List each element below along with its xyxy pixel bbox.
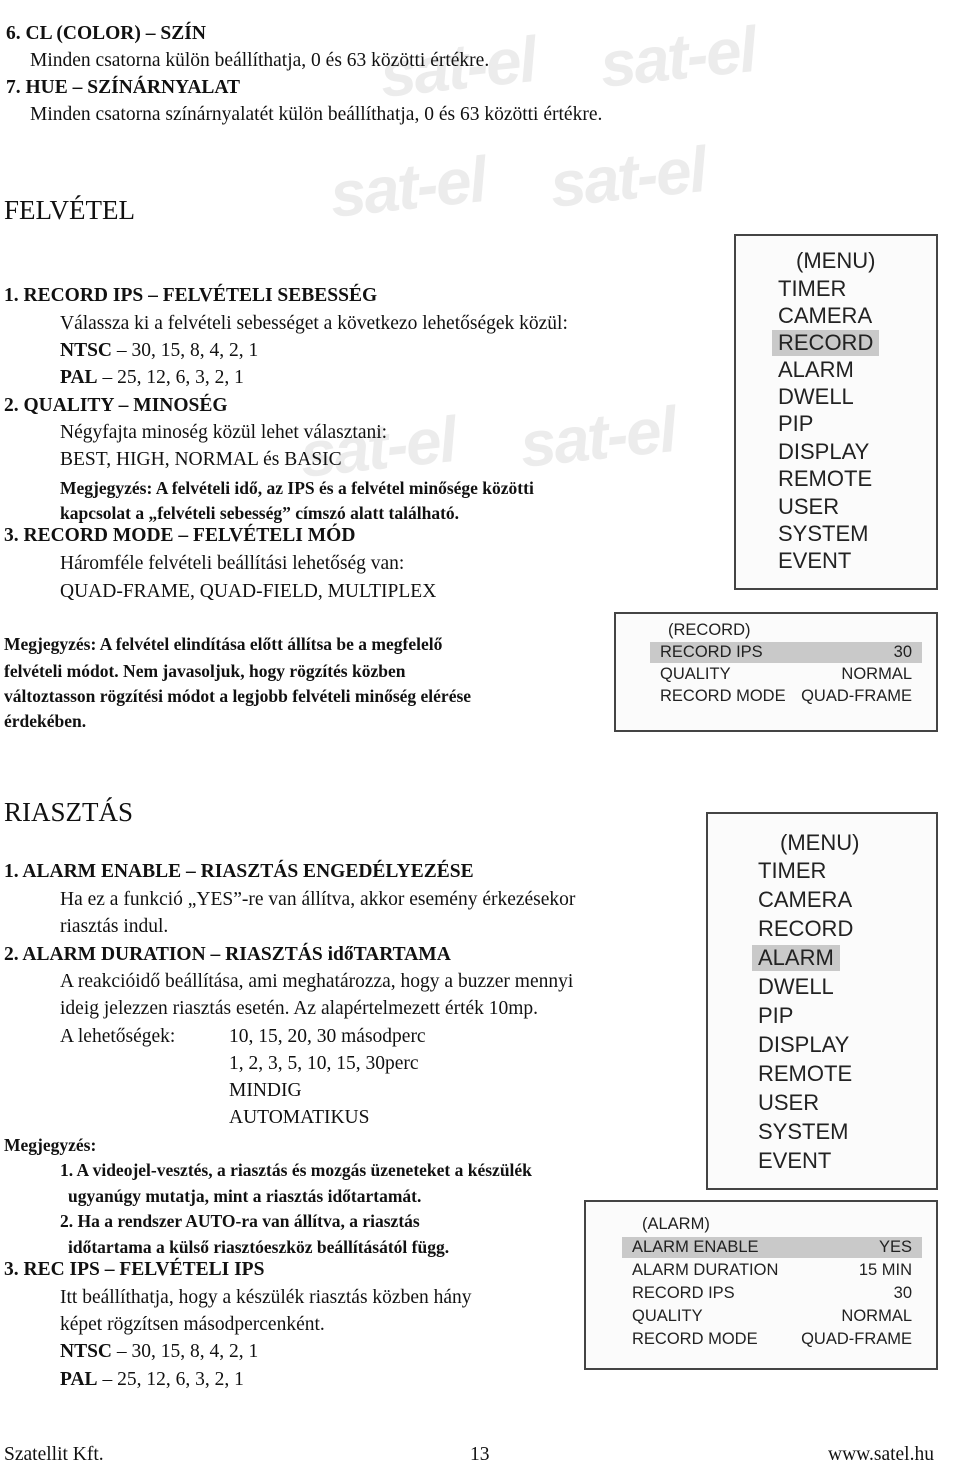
- alarm-item1-text2: riasztás indul.: [60, 916, 169, 937]
- alarm-row-label: RECORD IPS: [632, 1284, 735, 1302]
- watermark-6: sat-el: [516, 393, 679, 481]
- footer-website[interactable]: www.satel.hu: [828, 1444, 934, 1465]
- alarm-item3-pal: [60, 1368, 244, 1392]
- felvetel-heading: FELVÉTEL: [4, 195, 135, 225]
- rec-note2: felvételi módot. Nem javasoljuk, hogy rögzítés közben: [4, 661, 406, 681]
- alarm-row-duration[interactable]: [622, 1260, 922, 1281]
- menu-item-display[interactable]: DISPLAY: [778, 439, 870, 464]
- alarm-item1-title: 1. ALARM ENABLE – RIASZTÁS ENGEDÉLYEZÉSE: [4, 861, 474, 882]
- item6-text: Minden csatorna külön beállíthatja, 0 és 63 közötti értékre.: [30, 50, 490, 71]
- item6-title: 6. CL (COLOR) – SZÍN: [6, 23, 206, 44]
- alarm-row-value: 15 MIN: [858, 1261, 912, 1279]
- rec-item1-ntsc: [60, 339, 258, 363]
- alarm-item2-title: 2. ALARM DURATION – RIASZTÁS időTARTAMA: [4, 944, 451, 965]
- menu-item-dwell[interactable]: DWELL: [758, 974, 834, 999]
- item7-text: Minden csatorna színárnyalatét külön beállíthatja, 0 és 63 közötti értékre.: [30, 104, 603, 125]
- record-row-value: NORMAL: [841, 665, 912, 683]
- main-menu-alarm: [706, 812, 938, 1190]
- rec-item2-title: 2. QUALITY – MINOSÉG: [4, 395, 228, 416]
- watermark-4: sat-el: [546, 133, 709, 221]
- record-row-label: RECORD MODE: [660, 687, 786, 705]
- alarm-row-enable[interactable]: [622, 1237, 922, 1258]
- rec-item2-note2: kapcsolat a „felvételi sebesség” címszó alatt található.: [60, 503, 460, 523]
- alarm-row-value: YES: [878, 1238, 912, 1256]
- alarm-item2-text1: A reakcióidő beállítása, ami meghatározza, hogy a buzzer mennyi: [60, 971, 574, 992]
- alarm-item3-title: 3. REC IPS – FELVÉTELI IPS: [4, 1259, 265, 1280]
- menu-item-display[interactable]: DISPLAY: [758, 1032, 850, 1057]
- watermark-3: sat-el: [326, 143, 489, 231]
- ntsc-values: – 30, 15, 8, 4, 2, 1: [112, 1341, 259, 1362]
- alarm-item1-text1: Ha ez a funkció „YES”-re van állítva, akkor esemény érkezésekor: [60, 889, 576, 910]
- record-row-value: 30: [893, 643, 912, 661]
- footer-page-number: 13: [470, 1444, 490, 1465]
- alarm-item3-text2: képet rögzítsen másodpercenként.: [60, 1314, 325, 1335]
- menu-item-remote[interactable]: REMOTE: [778, 466, 873, 491]
- pal-label: PAL: [60, 1369, 98, 1390]
- menu-item-alarm[interactable]: ALARM: [778, 357, 854, 382]
- alarm-row-ips[interactable]: [622, 1283, 922, 1304]
- alarm-item2-text2: ideig jelezzen riasztás esetén. Az alapértelmezett érték 10mp.: [60, 998, 539, 1019]
- main-menu-record: [734, 234, 938, 590]
- watermark-2: sat-el: [596, 13, 759, 101]
- alarm-row-value: 30: [893, 1284, 912, 1302]
- pal-label: PAL: [60, 367, 98, 388]
- alarm-row-mode[interactable]: [622, 1329, 922, 1350]
- menu-item-user[interactable]: USER: [778, 494, 840, 519]
- alarm-options-label: A lehetőségek:: [60, 1026, 176, 1047]
- menu-item-system[interactable]: SYSTEM: [778, 521, 869, 546]
- alarm-item3-text1: Itt beállíthatja, hogy a készülék riasztás közben hány: [60, 1287, 472, 1308]
- alarm-row-label: QUALITY: [632, 1307, 703, 1325]
- menu-title: (MENU): [780, 830, 860, 855]
- menu-item-pip[interactable]: PIP: [758, 1003, 794, 1028]
- pal-values: – 25, 12, 6, 3, 2, 1: [97, 1369, 244, 1390]
- record-row-ips[interactable]: [650, 642, 922, 663]
- alarm-note1b: ugyanúgy mutatja, mint a riasztás időtartamát.: [68, 1186, 422, 1206]
- menu-item-dwell[interactable]: DWELL: [778, 384, 854, 409]
- rec-note1: Megjegyzés: A felvétel elindítása előtt állítsa be a megfelelő: [4, 634, 443, 654]
- record-row-label: QUALITY: [660, 665, 731, 683]
- menu-item-event[interactable]: EVENT: [758, 1148, 832, 1173]
- menu-title: (MENU): [796, 248, 876, 273]
- record-row-label: RECORD IPS: [660, 643, 763, 661]
- riasztas-heading: RIASZTÁS: [4, 797, 134, 827]
- rec-note4: érdekében.: [4, 711, 87, 731]
- menu-item-record[interactable]: RECORD: [772, 330, 879, 356]
- menu-item-camera[interactable]: CAMERA: [778, 303, 873, 328]
- alarm-row-label: ALARM ENABLE: [632, 1238, 759, 1256]
- menu-item-system[interactable]: SYSTEM: [758, 1119, 849, 1144]
- record-row-value: QUAD-FRAME: [801, 687, 912, 705]
- record-row-mode[interactable]: [650, 686, 922, 707]
- rec-note3: változtasson rögzítési módot a legjobb felvételi minőség elérése: [4, 686, 472, 706]
- alarm-option-4: AUTOMATIKUS: [229, 1107, 370, 1128]
- rec-item1-title: 1. RECORD IPS – FELVÉTELI SEBESSÉG: [4, 285, 378, 306]
- alarm-row-label: ALARM DURATION: [632, 1261, 779, 1279]
- watermark-1: sat-el: [376, 23, 539, 111]
- rec-item3-text: Háromféle felvételi beállítási lehetőség van:: [60, 553, 405, 574]
- rec-item2-text: Négyfajta minoség közül lehet választani:: [60, 422, 388, 443]
- alarm-row-label: RECORD MODE: [632, 1330, 758, 1348]
- menu-item-remote[interactable]: REMOTE: [758, 1061, 853, 1086]
- rec-item1-text: Válassza ki a felvételi sebességet a következo lehetőségek közül:: [60, 313, 568, 334]
- ntsc-label: NTSC: [60, 340, 113, 361]
- menu-item-record[interactable]: RECORD: [758, 916, 854, 941]
- alarm-option-2: 1, 2, 3, 5, 10, 15, 30perc: [229, 1053, 419, 1074]
- rec-item2-options: BEST, HIGH, NORMAL és BASIC: [60, 449, 342, 470]
- menu-item-timer[interactable]: TIMER: [758, 858, 827, 883]
- record-row-quality[interactable]: [650, 664, 922, 685]
- ntsc-values: – 30, 15, 8, 4, 2, 1: [112, 340, 259, 361]
- alarm-note-label: Megjegyzés:: [4, 1135, 97, 1155]
- alarm-option-1: 10, 15, 20, 30 másodperc: [229, 1026, 426, 1047]
- menu-item-camera[interactable]: CAMERA: [758, 887, 853, 912]
- alarm-option-3: MINDIG: [229, 1080, 302, 1101]
- record-submenu: [614, 612, 938, 732]
- alarm-submenu: [584, 1200, 938, 1370]
- alarm-submenu-title: (ALARM): [642, 1215, 710, 1233]
- record-submenu-title: (RECORD): [668, 621, 751, 639]
- alarm-note2a: 2. Ha a rendszer AUTO-ra van állítva, a riasztás: [60, 1211, 420, 1231]
- menu-item-user[interactable]: USER: [758, 1090, 820, 1115]
- rec-item3-title: 3. RECORD MODE – FELVÉTELI MÓD: [4, 525, 356, 546]
- rec-item2-note1: Megjegyzés: A felvételi idő, az IPS és a felvétel minősége közötti: [60, 478, 534, 498]
- alarm-note1a: 1. A videojel-vesztés, a riasztás és mozgás üzeneteket a készülék: [60, 1160, 532, 1180]
- menu-item-pip[interactable]: PIP: [778, 411, 814, 436]
- menu-item-timer[interactable]: TIMER: [778, 276, 847, 301]
- alarm-note2b: időtartama a külső riasztóeszköz beállításától függ.: [68, 1237, 450, 1257]
- footer-company: Szatellit Kft.: [4, 1444, 104, 1465]
- alarm-row-value: QUAD-FRAME: [801, 1330, 912, 1348]
- alarm-row-quality[interactable]: [622, 1306, 922, 1327]
- menu-item-event[interactable]: EVENT: [778, 548, 852, 573]
- rec-item1-pal: [60, 366, 244, 390]
- rec-item3-options: QUAD-FRAME, QUAD-FIELD, MULTIPLEX: [60, 581, 437, 602]
- watermark-5: sat-el: [296, 403, 459, 491]
- ntsc-label: NTSC: [60, 1341, 113, 1362]
- alarm-row-value: NORMAL: [841, 1307, 912, 1325]
- pal-values: – 25, 12, 6, 3, 2, 1: [97, 367, 244, 388]
- item7-title: 7. HUE – SZÍNÁRNYALAT: [6, 77, 241, 98]
- menu-item-alarm[interactable]: ALARM: [752, 945, 840, 971]
- alarm-item3-ntsc: [60, 1340, 258, 1364]
